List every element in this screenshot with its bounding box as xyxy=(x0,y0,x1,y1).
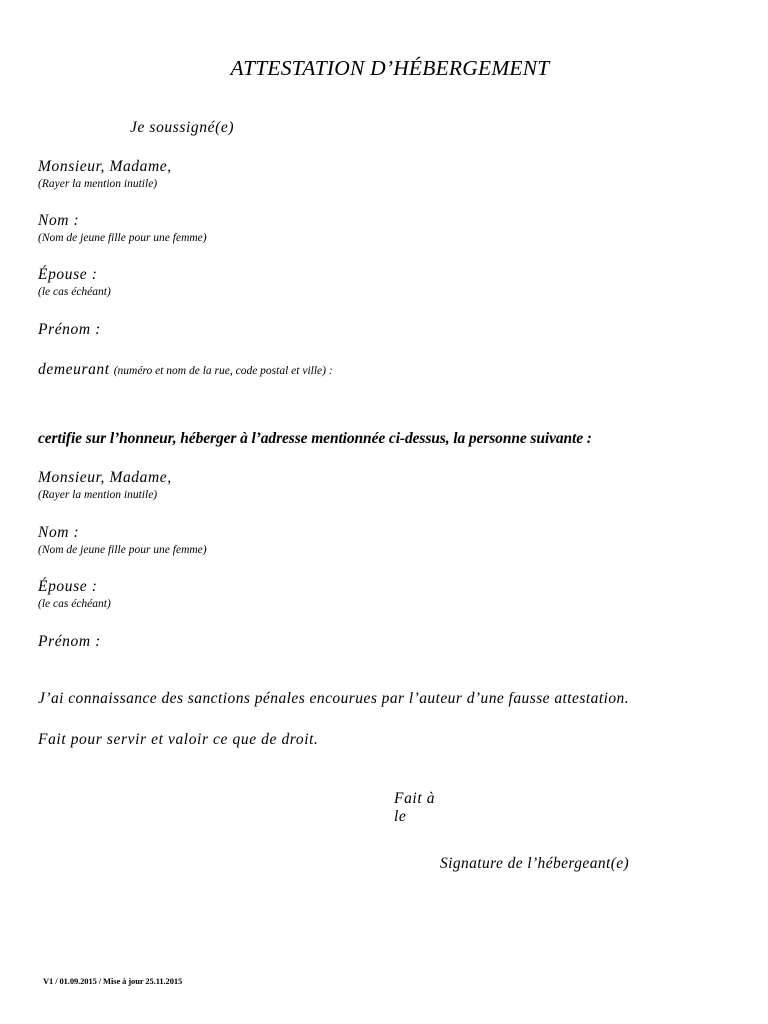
host-name-hint: (Nom de jeune fille pour une femme) xyxy=(38,232,207,244)
host-firstname-label: Prénom : xyxy=(38,321,101,338)
footer-version: V1 / 01.09.2015 / Mise à jour 25.11.2015 xyxy=(43,976,183,986)
guest-spouse-label: Épouse : xyxy=(38,578,98,595)
sanctions-statement: J’ai connaissance des sanctions pénales encourues par l’auteur d’une fausse attestation. xyxy=(38,690,630,707)
host-address-line xyxy=(38,361,333,379)
host-address-label: demeurant xyxy=(38,361,110,378)
place-label: Fait à xyxy=(394,790,436,807)
date-label: le xyxy=(394,808,407,825)
host-name-label: Nom : xyxy=(38,212,80,229)
document-title: ATTESTATION D’HÉBERGEMENT xyxy=(230,56,550,80)
host-spouse-hint: (le cas échéant) xyxy=(38,286,111,298)
guest-civility-label: Monsieur, Madame, xyxy=(38,469,172,486)
host-civility-hint: (Rayer la mention inutile) xyxy=(38,178,158,190)
guest-name-hint: (Nom de jeune fille pour une femme) xyxy=(38,544,207,556)
guest-civility-hint: (Rayer la mention inutile) xyxy=(38,489,158,501)
host-address-hint: (numéro et nom de la rue, code postal et ville) : xyxy=(113,365,333,377)
guest-name-label: Nom : xyxy=(38,524,80,541)
guest-spouse-hint: (le cas échéant) xyxy=(38,598,111,610)
host-civility-label: Monsieur, Madame, xyxy=(38,158,172,175)
guest-firstname-label: Prénom : xyxy=(38,633,101,650)
closing-statement: Fait pour servir et valoir ce que de droit. xyxy=(38,731,319,748)
signature-label: Signature de l’hébergeant(e) xyxy=(440,855,630,872)
host-spouse-label: Épouse : xyxy=(38,266,98,283)
certify-statement: certifie sur l’honneur, héberger à l’adresse mentionnée ci-dessus, la personne suivante : xyxy=(38,430,592,447)
intro-text: Je soussigné(e) xyxy=(130,119,235,136)
